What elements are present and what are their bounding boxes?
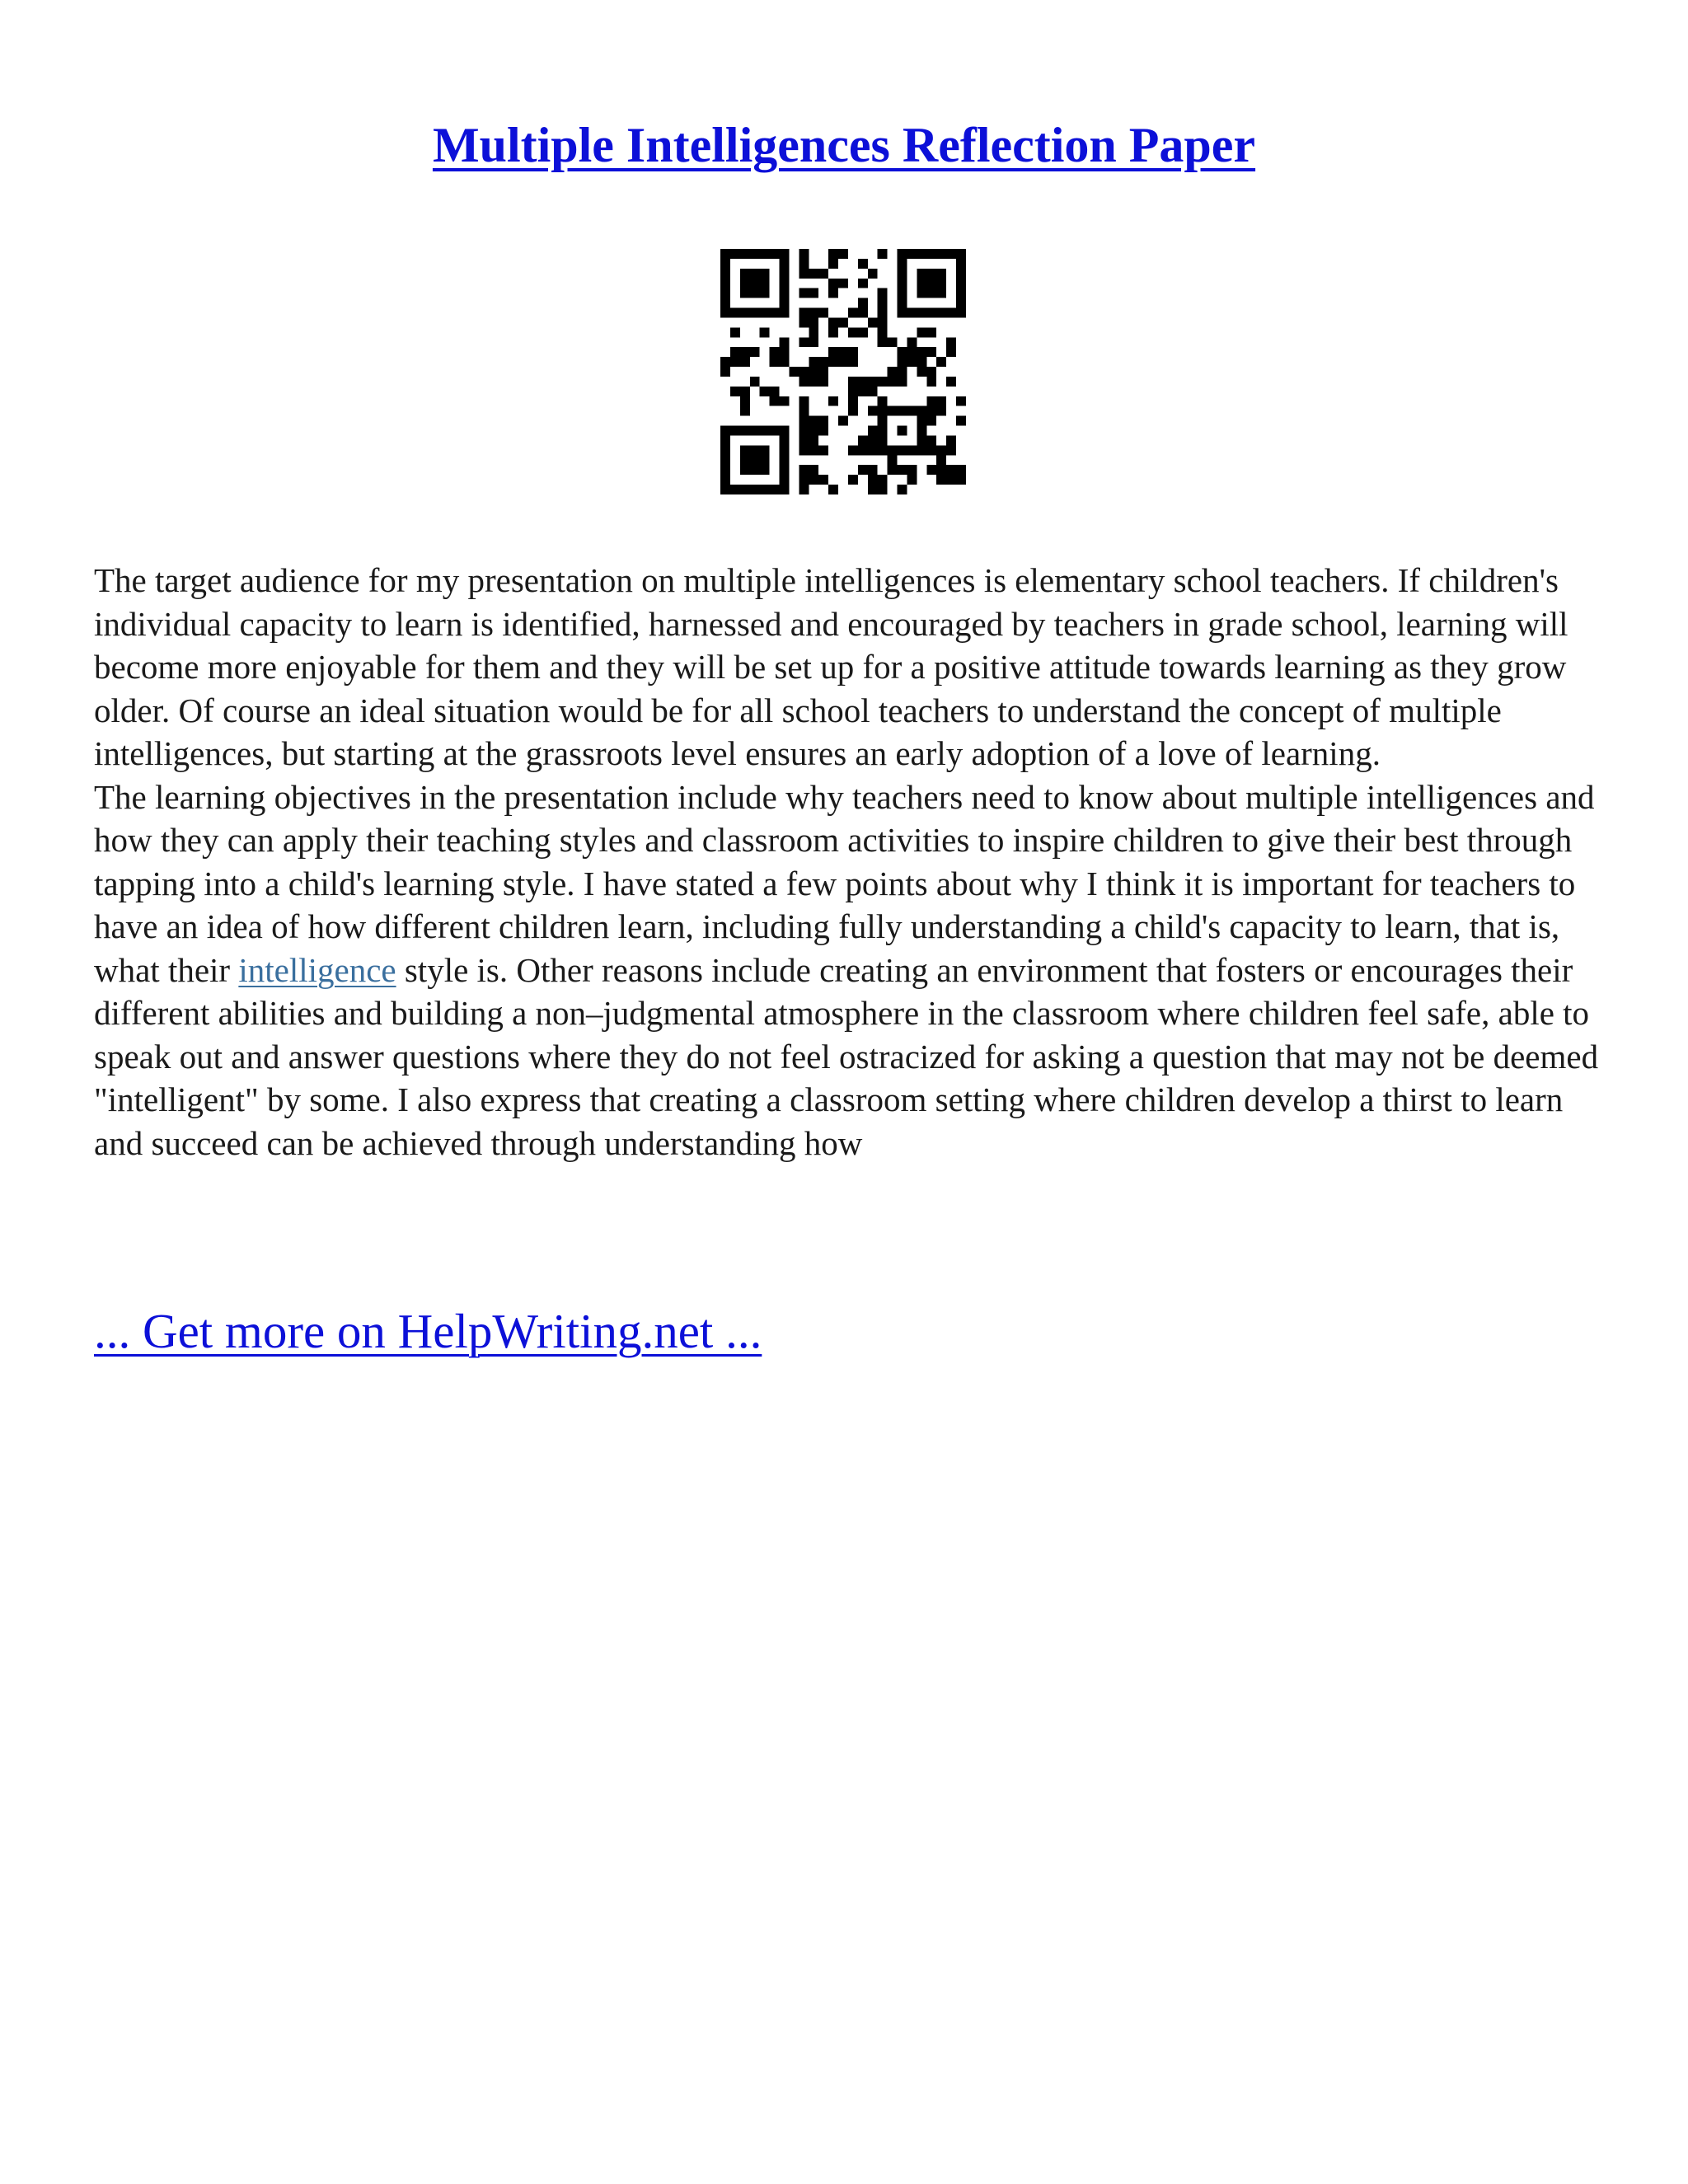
body-text [94,559,1611,1165]
document-title-link[interactable]: Multiple Intelligences Reflection Paper [432,118,1256,172]
intelligence-link[interactable]: intelligence [238,950,396,989]
get-more-link[interactable]: ... Get more on HelpWriting.net ... [94,1304,762,1358]
paragraph-2-text-before: The learning objectives in the presentation include why teachers need to know about multiple intelligences and how they can apply their teaching styles and classroom activities to inspire children to give their best through tapping into a child's learning style. I have stated a few points about why I think it is important for teachers to have an idea of how different children learn, including fully understanding a child's capacity to learn, that is, what their [94,777,1595,989]
paragraph-1: The target audience for my presentation on multiple intelligences is elementary school teachers. If children's individual capacity to learn is identified, harnessed and encouraged by teachers in grade school, learning will become more enjoyable for them and they will be set up for a positive attitude towards learning as they grow older. Of course an ideal situation would be for all school teachers to understand the concept of multiple intelligences, but starting at the grassroots level ensures an early adoption of a love of learning. [94,561,1568,772]
qr-code-icon [720,249,966,494]
paragraph-2 [94,776,1611,1165]
paragraph-2-text-after: style is. Other reasons include creating an environment that fosters or encourages their different abilities and building a non–judgmental atmosphere in the classroom where children feel safe, able to speak out and answer questions where they do not feel ostracized for asking a question that may not be deemed "intelligent" by some. I also express that creating a classroom setting where children develop a thirst to learn and succeed can be achieved through understanding how [94,950,1599,1162]
